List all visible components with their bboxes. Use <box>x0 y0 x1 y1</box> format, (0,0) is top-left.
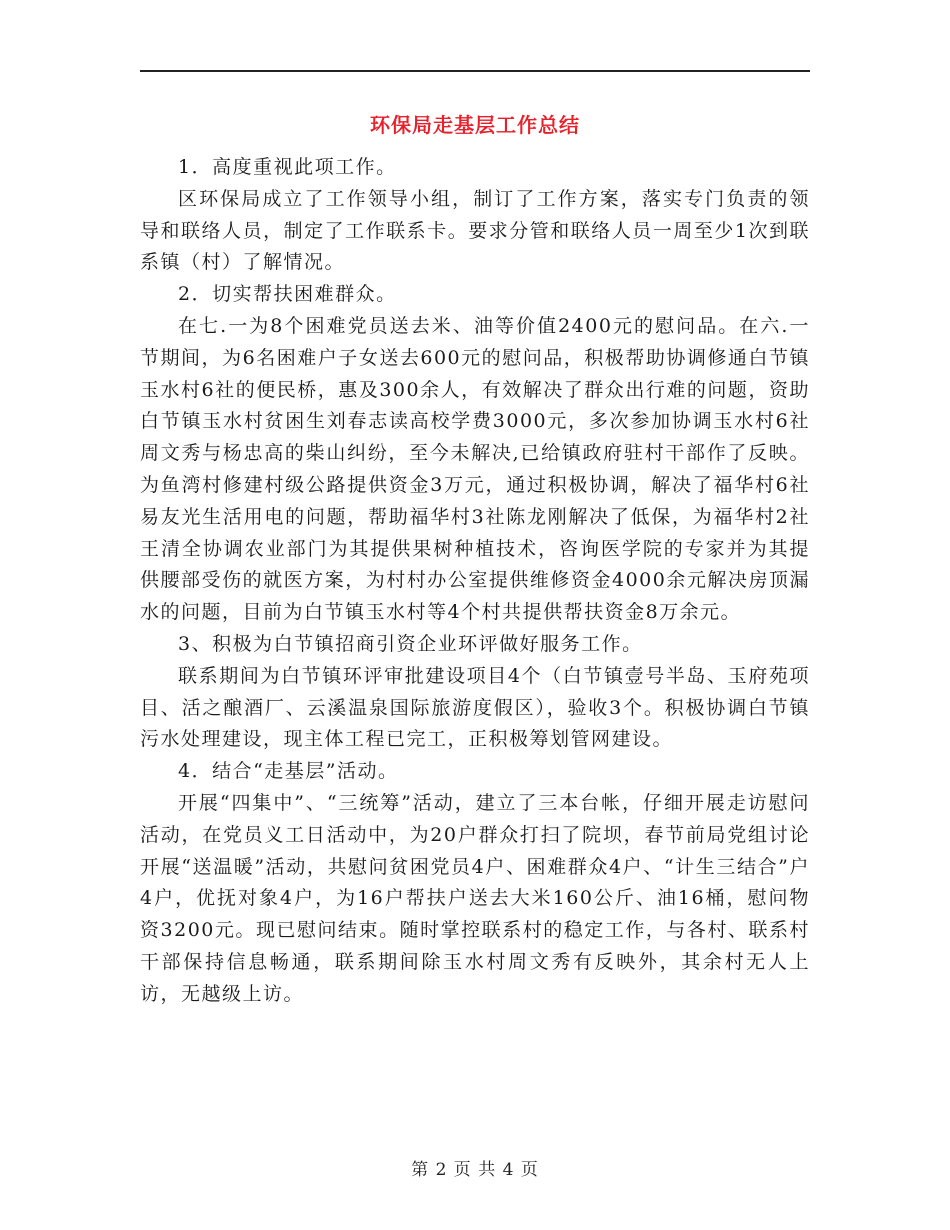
body-paragraph-2: 在七.一为8个困难党员送去米、油等价值2400元的慰问品。在六.一节期间，为6名困难户子女送去600元的慰问品，积极帮助协调修通白节镇玉水村6社的便民桥，惠及300余人，有效解决了群众出行难的问题，资助白节镇玉水村贫困生刘春志读高校学费3000元，多次参加协调玉水村6社周文秀与杨忠高的柴山纠纷，至今未解决,已给镇政府驻村干部作了反映。为鱼湾村修建村级公路提供资金3万元，通过积极协调，解决了福华村6社易友光生活用电的问题，帮助福华村3社陈龙刚解决了低保，为福华村2社王清全协调农业部门为其提供果树种植技术，咨询医学院的专家并为其提供腰部受伤的就医方案，为村村办公室提供维修资金4000余元解决房顶漏水的问题，目前为白节镇玉水村等4个村共提供帮扶资金8万余元。 <box>140 314 810 624</box>
document-body <box>140 152 810 1011</box>
body-paragraph-1: 区环保局成立了工作领导小组，制订了工作方案，落实专门负责的领导和联络人员，制定了工作联系卡。要求分管和联络人员一周至少1次到联系镇（村）了解情况。 <box>140 187 810 274</box>
section-heading-1: 1．高度重视此项工作。 <box>178 156 397 178</box>
section-heading-2: 2．切实帮扶困难群众。 <box>178 283 397 306</box>
body-paragraph-3: 联系期间为白节镇环评审批建设项目4个（白节镇壹号半岛、玉府苑项目、活之酿酒厂、云溪温泉国际旅游度假区），验收3个。积极协调白节镇污水处理建设，现主体工程已完工，正积极筹划管网建设。 <box>140 664 810 751</box>
header-rule <box>140 70 810 72</box>
body-paragraph-4: 开展“四集中”、“三统筹”活动，建立了三本台帐，仔细开展走访慰问活动，在党员义工日活动中，为20户群众打扫了院坝，春节前局党组讨论开展“送温暖”活动，共慰问贫困党员4户、困难群众4户、“计生三结合”户4户，优抚对象4户，为16户帮扶户送去大米160公斤、油16桶，慰问物资3200元。现已慰问结束。随时掌控联系村的稳定工作，与各村、联系村干部保持信息畅通，联系期间除玉水村周文秀有反映外，其余村无人上访，无越级上访。 <box>140 791 810 1005</box>
document-title: 环保局走基层工作总结 <box>370 113 580 137</box>
page-number: 第 2 页 共 4 页 <box>411 1160 539 1180</box>
section-heading-4: 4．结合“走基层”活动。 <box>178 760 399 783</box>
section-heading-3: 3、积极为白节镇招商引资企业环评做好服务工作。 <box>178 632 643 655</box>
